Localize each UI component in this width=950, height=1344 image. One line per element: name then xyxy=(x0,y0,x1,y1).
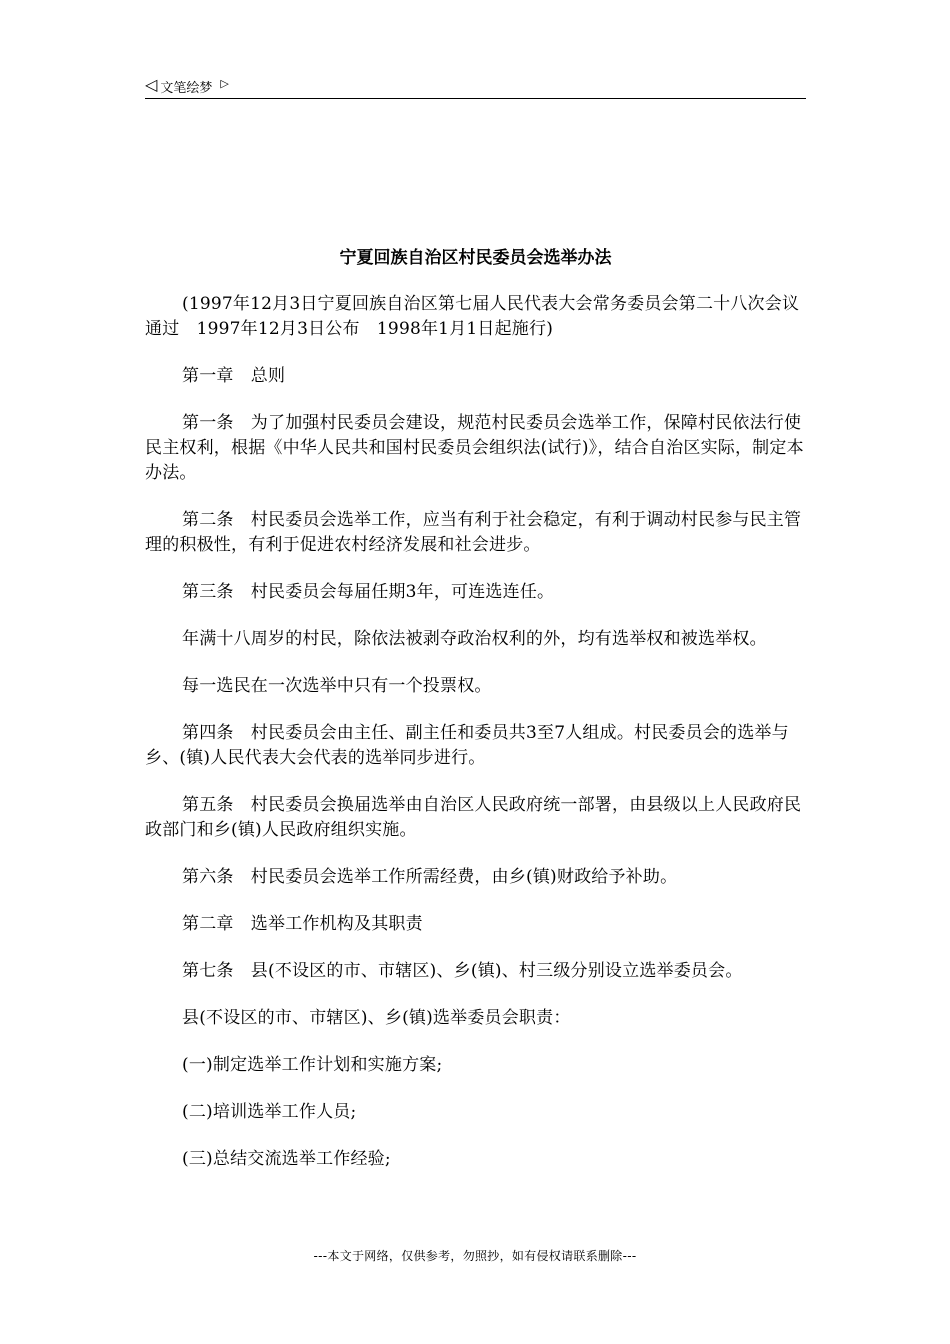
document-title: 宁夏回族自治区村民委员会选举办法 xyxy=(339,248,612,268)
paragraph: (一)制定选举工作计划和实施方案; xyxy=(182,1055,443,1075)
header-title: 文笔绘梦 xyxy=(160,80,213,96)
paragraph: (二)培训选举工作人员; xyxy=(182,1102,357,1122)
paragraph: (三)总结交流选举工作经验; xyxy=(182,1149,391,1169)
page-header xyxy=(145,74,806,98)
paragraph: 第一章 总则 xyxy=(182,366,286,386)
triangle-right-icon: ▷ xyxy=(220,76,229,90)
paragraph: 第二条 村民委员会选举工作，应当有利于社会稳定，有利于调动村民参与民主管理的积极性，有利于促进农村经济发展和社会进步。 xyxy=(145,510,802,555)
paragraph: 第三条 村民委员会每届任期3年，可连选连任。 xyxy=(182,582,555,602)
paragraph: 年满十八周岁的村民，除依法被剥夺政治权利的外，均有选举权和被选举权。 xyxy=(182,629,767,649)
triangle-left-icon: ◁ xyxy=(145,75,158,94)
page-footer-notice: ---本文于网络，仅供参考，勿照抄，如有侵权请联系删除--- xyxy=(313,1249,637,1263)
paragraph: 第四条 村民委员会由主任、副主任和委员共3至7人组成。村民委员会的选举与乡、(镇)人民代表大会代表的选举同步进行。 xyxy=(145,723,789,768)
document-body xyxy=(145,292,807,1194)
paragraph: 每一选民在一次选举中只有一个投票权。 xyxy=(182,676,492,696)
paragraph: 第六条 村民委员会选举工作所需经费，由乡(镇)财政给予补助。 xyxy=(182,867,678,887)
header-divider xyxy=(145,98,806,99)
paragraph: 第一条 为了加强村民委员会建设，规范村民委员会选举工作，保障村民依法行使民主权利，根据《中华人民共和国村民委员会组织法(试行)》，结合自治区实际，制定本办法。 xyxy=(145,413,804,483)
paragraph: (1997年12月3日宁夏回族自治区第七届人民代表大会常务委员会第二十八次会议通过 1997年12月3日公布 1998年1月1日起施行) xyxy=(145,294,800,339)
paragraph: 第五条 村民委员会换届选举由自治区人民政府统一部署，由县级以上人民政府民政部门和乡(镇)人民政府组织实施。 xyxy=(145,795,802,840)
paragraph: 第二章 选举工作机构及其职责 xyxy=(182,914,423,934)
paragraph: 县(不设区的市、市辖区)、乡(镇)选举委员会职责： xyxy=(182,1008,571,1028)
paragraph: 第七条 县(不设区的市、市辖区)、乡(镇)、村三级分别设立选举委员会。 xyxy=(182,961,743,981)
